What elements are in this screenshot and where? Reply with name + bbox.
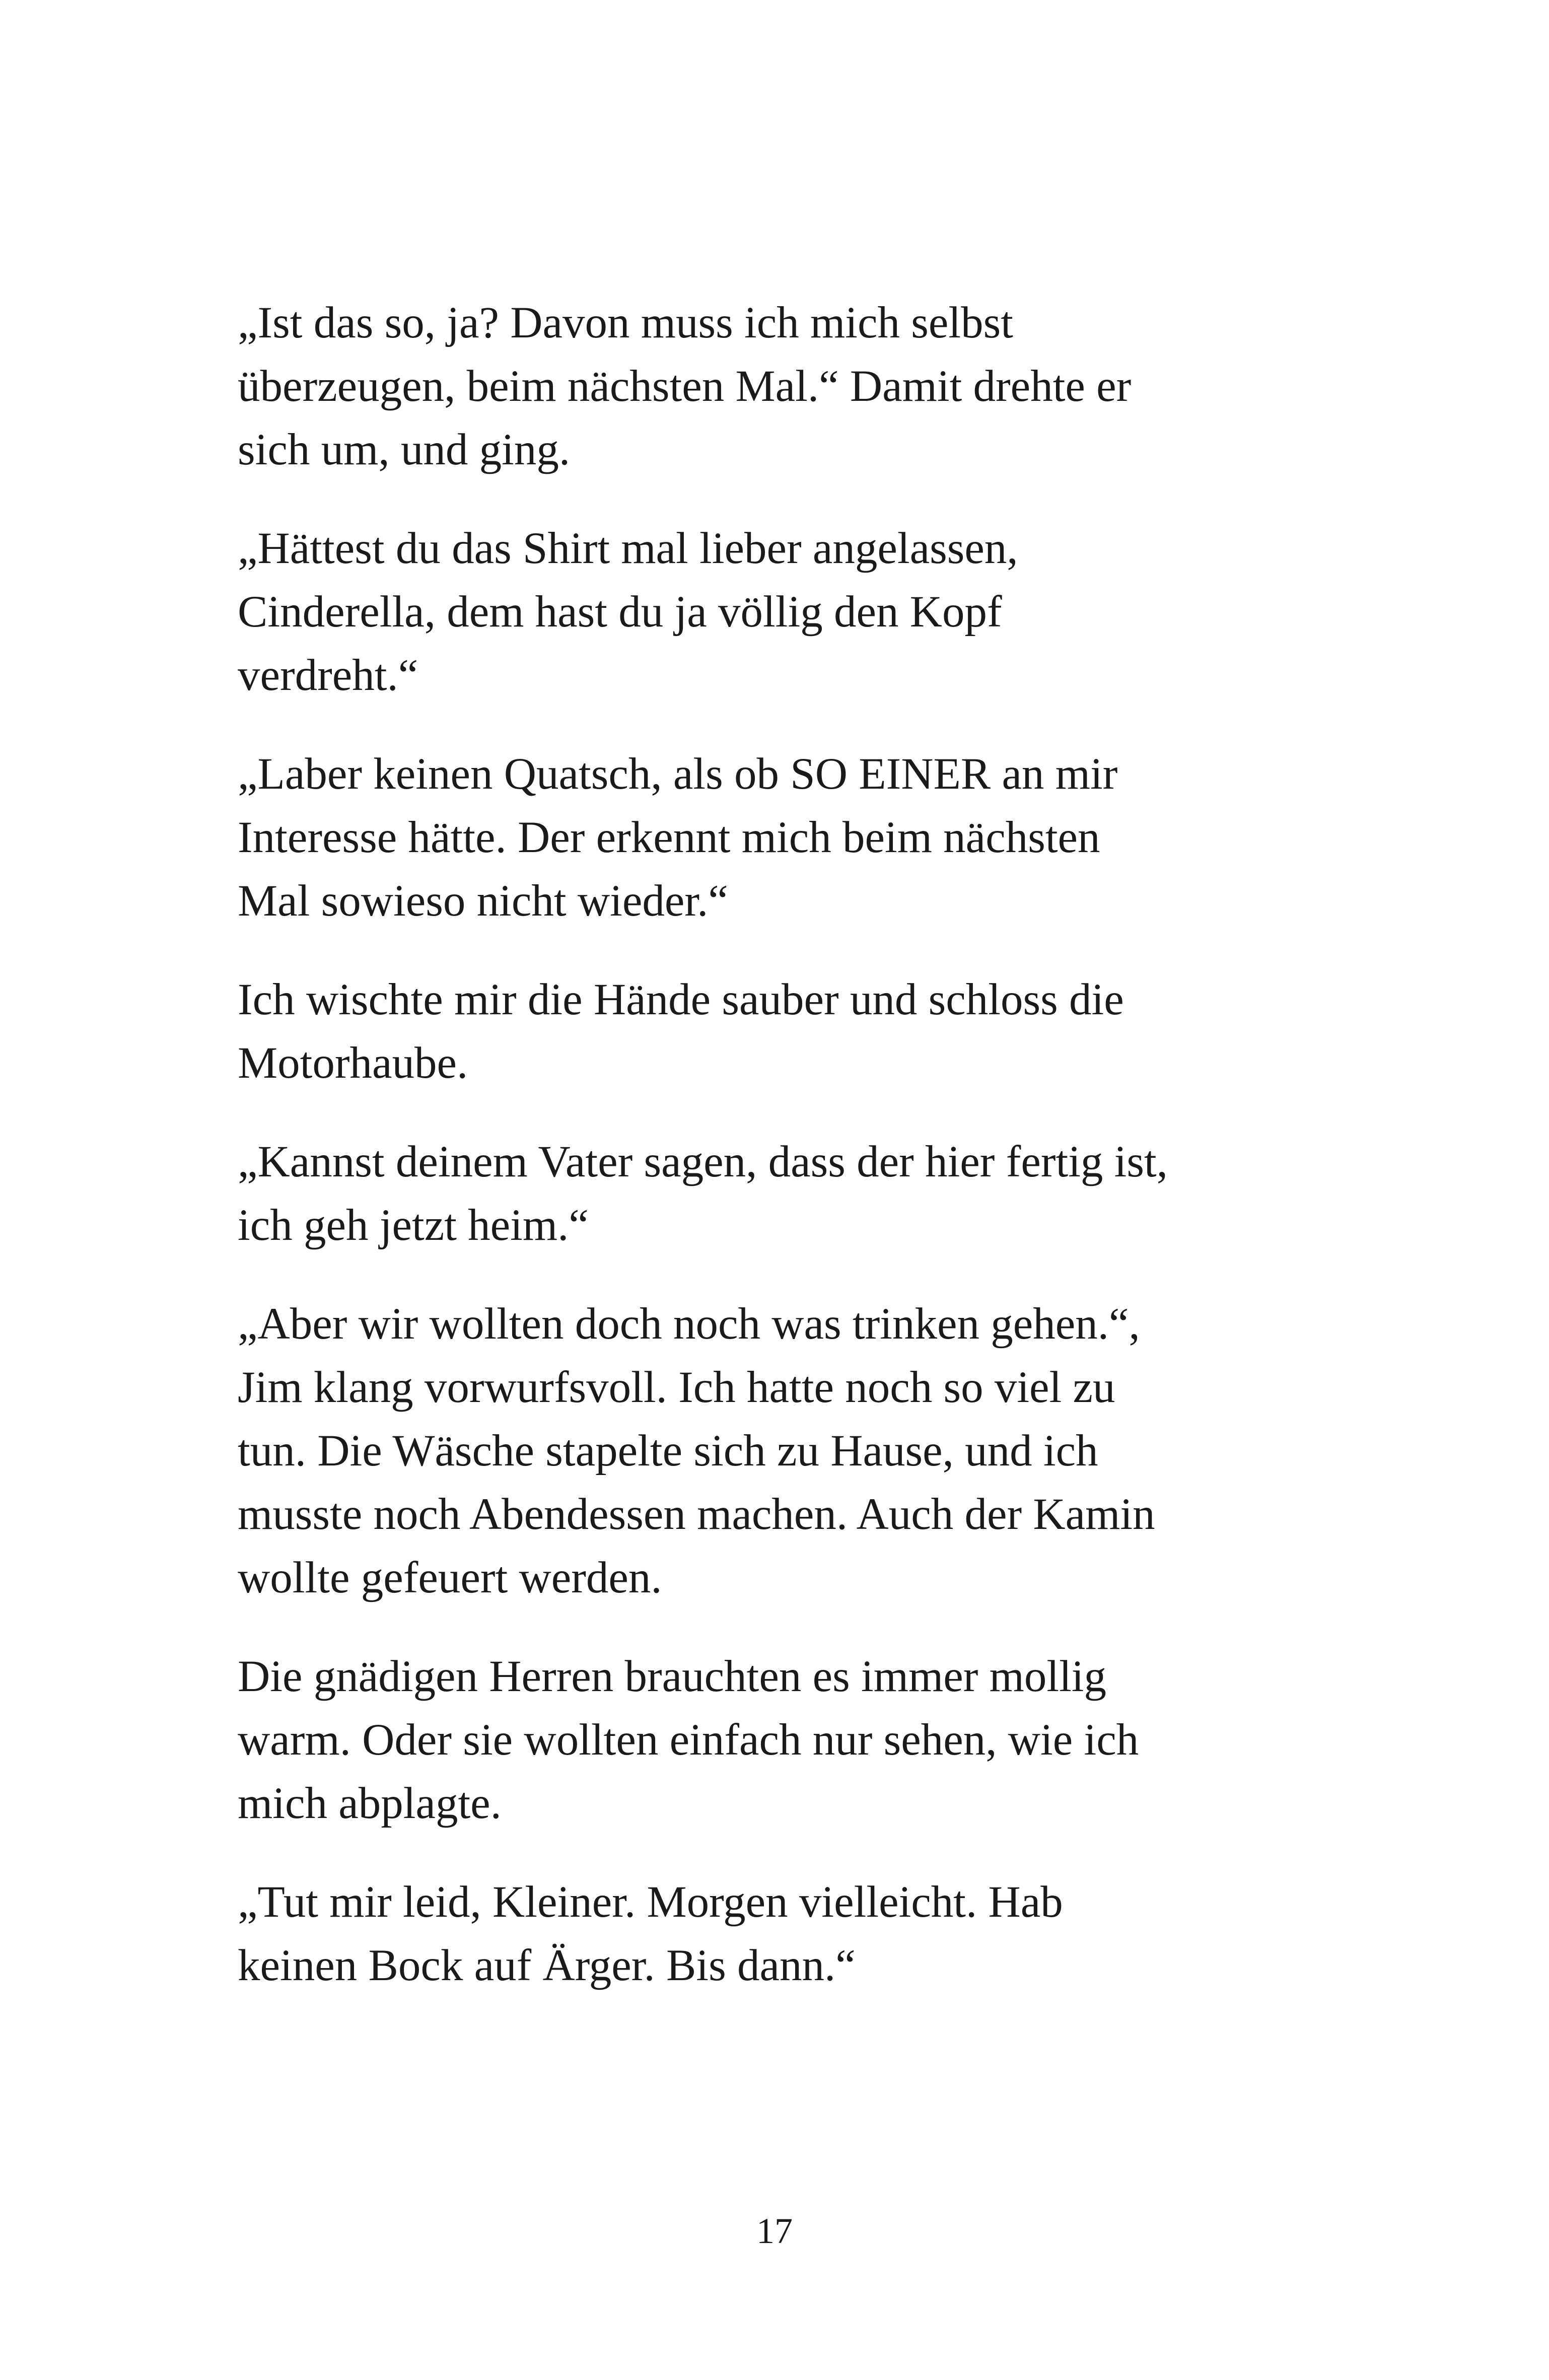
text-line: „Tut mir leid, Kleiner. Morgen vielleicht. Hab — [238, 1877, 1063, 1927]
text-line: Interesse hätte. Der erkennt mich beim nächsten — [238, 813, 1100, 862]
text-line: sich um, und ging. — [238, 425, 571, 474]
text-line: ich geh jetzt heim.“ — [238, 1201, 589, 1250]
paragraph — [238, 1645, 1325, 1835]
text-line: Cinderella, dem hast du ja völlig den Kopf — [238, 587, 1002, 637]
text-line: mich abplagte. — [238, 1779, 502, 1828]
text-line: überzeugen, beim nächsten Mal.“ Damit drehte er — [238, 362, 1132, 411]
text-line: „Hättest du das Shirt mal lieber angelassen, — [238, 524, 1018, 573]
text-line: Die gnädigen Herren brauchten es immer mollig — [238, 1652, 1107, 1701]
paragraph — [238, 291, 1325, 481]
paragraph — [238, 1870, 1325, 1997]
paragraph — [238, 517, 1325, 707]
paragraph — [238, 1292, 1325, 1609]
text-line: „Laber keinen Quatsch, als ob SO EINER an mir — [238, 749, 1118, 799]
body-text — [238, 291, 1325, 2033]
text-line: Mal sowieso nicht wieder.“ — [238, 876, 728, 926]
text-line: keinen Bock auf Ärger. Bis dann.“ — [238, 1941, 856, 1990]
paragraph — [238, 968, 1325, 1095]
text-line: „Aber wir wollten doch noch was trinken gehen.“, — [238, 1299, 1140, 1349]
paragraph — [238, 742, 1325, 933]
text-line: verdreht.“ — [238, 651, 418, 700]
text-line: tun. Die Wäsche stapelte sich zu Hause, und ich — [238, 1426, 1098, 1476]
paragraph — [238, 1130, 1325, 1257]
text-line: Ich wischte mir die Hände sauber und schloss die — [238, 975, 1124, 1024]
text-line: Motorhaube. — [238, 1038, 468, 1088]
text-line: wollte gefeuert werden. — [238, 1553, 662, 1602]
page-number: 17 — [756, 2211, 793, 2251]
text-line: musste noch Abendessen machen. Auch der Kamin — [238, 1490, 1155, 1539]
text-line: warm. Oder sie wollten einfach nur sehen, wie ich — [238, 1715, 1139, 1765]
text-line: „Kannst deinem Vater sagen, dass der hier fertig ist, — [238, 1137, 1168, 1186]
text-line: Jim klang vorwurfsvoll. Ich hatte noch so viel zu — [238, 1363, 1115, 1412]
text-line: „Ist das so, ja? Davon muss ich mich selbst — [238, 298, 1013, 347]
